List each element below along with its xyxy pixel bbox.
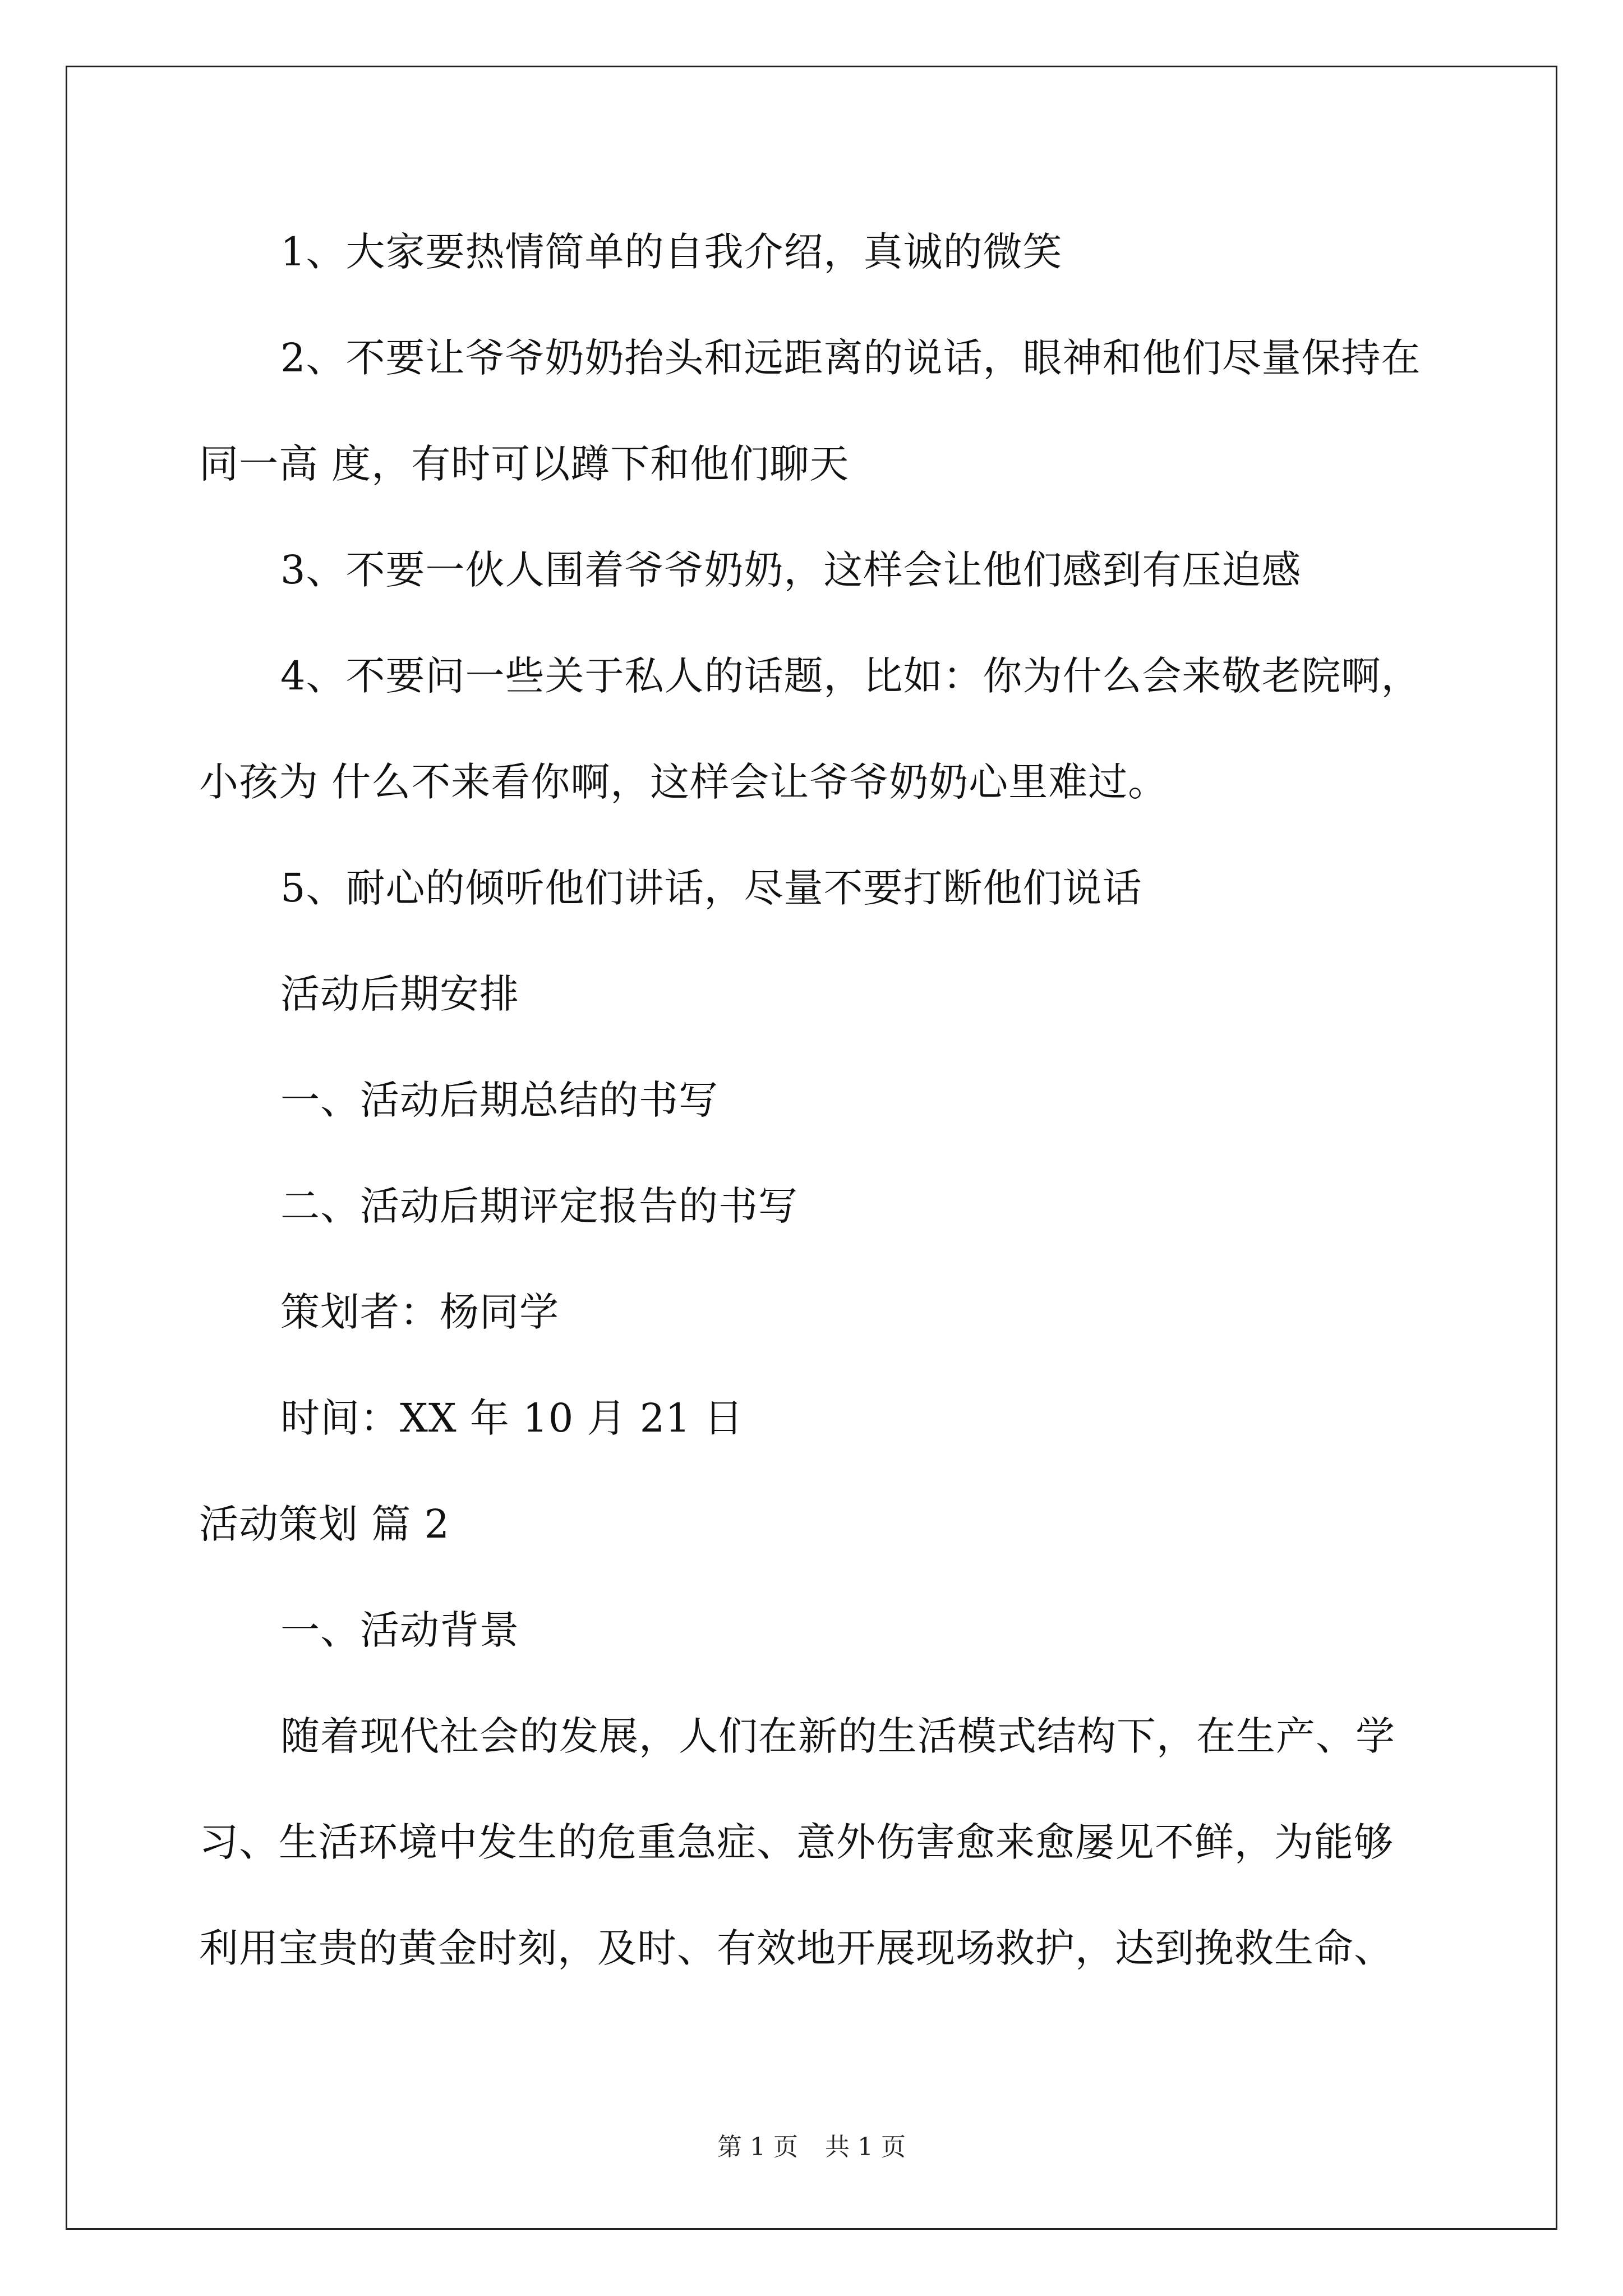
text-line: 二、活动后期评定报告的书写 [280, 1183, 798, 1229]
page-border [66, 66, 1557, 2230]
text-line: 4、不要问一些关于私人的话题，比如：你为什么会来敬老院啊， [280, 653, 1421, 699]
page-number: 第 1 页 [717, 2133, 798, 2161]
text-line: 随着现代社会的发展，人们在新的生活模式结构下，在生产、学 [280, 1713, 1395, 1759]
text-line: 3、不要一伙人围着爷爷奶奶，这样会让他们感到有压迫感 [280, 547, 1302, 593]
text-line: 习、生活环境中发生的危重急症、意外伤害愈来愈屡见不鲜，为能够 [199, 1819, 1394, 1865]
planner-line: 策划者：杨同学 [280, 1289, 559, 1335]
text-line: 一、活动后期总结的书写 [280, 1077, 718, 1123]
section-title: 活动策划 篇 2 [199, 1501, 450, 1547]
text-line: 小孩为 什么不来看你啊，这样会让爷爷奶奶心里难过。 [199, 759, 1168, 805]
text-line: 1、大家要热情简单的自我介绍，真诚的微笑 [280, 229, 1063, 275]
page-footer [0, 2131, 1623, 2164]
text-line: 5、耐心的倾听他们讲话，尽量不要打断他们说话 [280, 865, 1142, 911]
section-heading: 活动后期安排 [280, 971, 519, 1017]
page-total: 共 1 页 [825, 2133, 906, 2161]
text-line: 同一高 度，有时可以蹲下和他们聊天 [199, 441, 850, 487]
section-heading: 一、活动背景 [280, 1607, 519, 1653]
text-line: 2、不要让爷爷奶奶抬头和远距离的说话，眼神和他们尽量保持在 [280, 335, 1421, 381]
text-line: 利用宝贵的黄金时刻，及时、有效地开展现场救护，达到挽救生命、 [199, 1925, 1394, 1971]
date-line: 时间：XX 年 10 月 21 日 [280, 1395, 744, 1441]
